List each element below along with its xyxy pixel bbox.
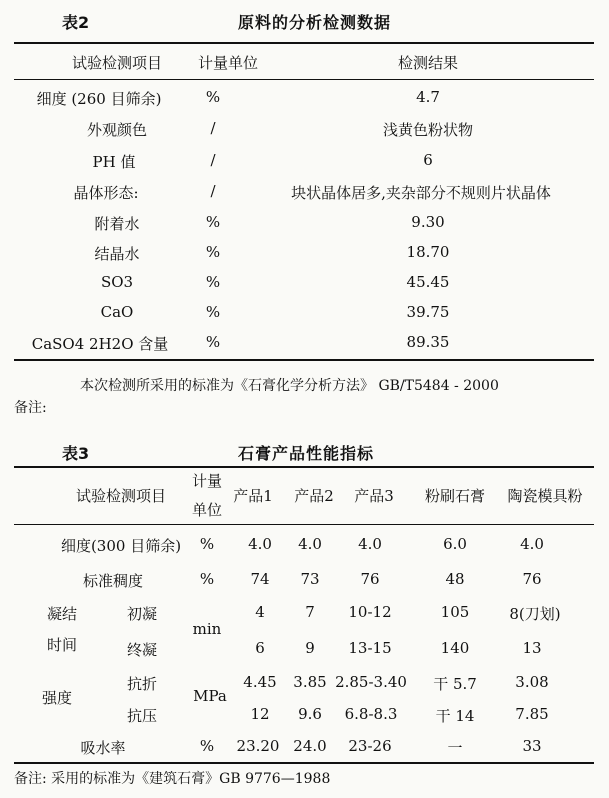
table2-cell-result: 浅黄色粉状物 [382,121,474,139]
table2-cell-item: CaSO4 2H2O 含量 [31,335,169,353]
table3-label: 表3 [62,444,90,463]
table2-cell-item: CaO [100,303,134,321]
table2-bottom-rule [14,359,594,361]
table2-cell-item: 细度 (260 目筛余) [36,90,162,108]
table3-cell-value: 4.0 [520,535,544,553]
table2-cell-item: SO3 [100,273,134,291]
table3-cell-value: 13 [522,639,542,657]
table3-cell-value: 一 [447,739,463,757]
table3-cell-value: 74 [250,570,270,588]
table2-cell-unit: % [205,213,221,231]
table3-header-product: 陶瓷模具粉 [507,487,583,505]
table3-cell-item: 标准稠度 [82,572,144,590]
table2-cell-unit: % [205,243,221,261]
table3-cell-value: 6.0 [443,535,467,553]
table2-cell-unit: % [205,303,221,321]
table3-cell-value: 6.8-8.3 [344,705,398,723]
setting-time-unit: min [192,620,222,638]
table3-cell-sub: 抗折 [126,675,158,693]
table2-label: 表2 [62,13,90,32]
table3-cell-value: 76 [522,570,542,588]
table3-cell-value: 7 [305,603,315,621]
table3-cell-sub: 抗压 [126,707,158,725]
table3-cell-value: 3.08 [515,673,549,691]
setting-time-label-2: 时间 [46,636,78,654]
table3-remark: 备注: 采用的标准为《建筑石膏》GB 9776—1988 [14,771,331,787]
table3-cell-value: 76 [360,570,380,588]
table2-cell-result: 39.75 [406,303,450,321]
table3-bottom-rule [14,762,594,764]
table2-cell-unit: % [205,333,221,351]
table2-cell-item: PH 值 [92,153,136,171]
setting-time-label-1: 凝结 [46,605,78,623]
table2-cell-result: 4.7 [416,88,440,106]
table2-header-item: 试验检测项目 [71,54,163,72]
table3-cell-value: 10-12 [348,603,392,621]
table3-cell-value: 24.0 [293,737,327,755]
table2-cell-result: 9.30 [411,213,445,231]
table3-cell-unit: % [199,535,215,553]
table2-cell-result: 45.45 [406,273,450,291]
table3-cell-unit: % [199,570,215,588]
table3-cell-value: 干 5.7 [433,675,477,693]
table3-cell-value: 23-26 [348,737,392,755]
table2-cell-unit: / [210,182,216,200]
table3-cell-value: 4 [255,603,265,621]
table3-cell-value: 33 [522,737,542,755]
table3-cell-item: 吸水率 [80,739,126,757]
table3-cell-value: 4.0 [298,535,322,553]
table3-cell-value: 4.45 [243,673,277,691]
table3-cell-value: 8(刀划) [509,605,561,623]
table3-cell-value: 2.85-3.40 [335,673,407,691]
table3-title: 石膏产品性能指标 [238,444,375,463]
table2-top-rule [14,42,594,44]
table2-title: 原料的分析检测数据 [238,13,392,32]
table3-cell-value: 7.85 [515,705,549,723]
table3-cell-value: 140 [440,639,470,657]
table3-cell-sub: 终凝 [126,641,158,659]
table2-cell-unit: % [205,88,221,106]
table3-cell-value: 48 [445,570,465,588]
table2-cell-item: 外观颜色 [86,121,148,139]
table3-header-product: 产品1 [233,487,273,505]
table2-cell-unit: / [210,151,216,169]
table3-cell-value: 9 [305,639,315,657]
table3-header-item: 试验检测项目 [75,487,167,505]
table2-cell-item: 晶体形态: [73,184,139,202]
table3-cell-value: 6 [255,639,265,657]
strength-unit: MPa [193,687,227,705]
table3-cell-value: 13-15 [348,639,392,657]
table3-cell-value: 干 14 [435,707,475,725]
table3-header-unit-1: 计量 [191,472,223,490]
table2-header-rule [14,79,594,80]
table3-cell-sub: 初凝 [126,605,158,623]
table3-cell-value: 3.85 [293,673,327,691]
table3-top-rule [14,466,594,468]
table3-cell-value: 4.0 [248,535,272,553]
table2-cell-item: 附着水 [94,215,140,233]
table3-cell-value: 105 [440,603,470,621]
table2-cell-result: 89.35 [406,333,450,351]
table3-header-product: 产品2 [294,487,334,505]
table3-header-product: 产品3 [354,487,394,505]
table3-cell-value: 73 [300,570,320,588]
table2-remark: 备注: [14,400,47,416]
table2-cell-result: 块状晶体居多,夹杂部分不规则片状晶体 [291,184,551,202]
table2-header-unit: 计量单位 [197,54,259,72]
table3-cell-value: 9.6 [298,705,322,723]
strength-label: 强度 [41,689,73,707]
table3-header-unit-2: 单位 [191,501,223,519]
table3-cell-unit: % [199,737,215,755]
table3-cell-value: 12 [250,705,270,723]
table2-cell-result: 18.70 [406,243,450,261]
table2-cell-unit: / [210,119,216,137]
table3-cell-value: 4.0 [358,535,382,553]
table3-cell-item: 细度(300 目筛余) [60,537,182,555]
table2-standard-note: 本次检测所采用的标准为《石膏化学分析方法》 GB/T5484 - 2000 [80,378,499,394]
table3-cell-value: 23.20 [236,737,280,755]
table2-cell-item: 结晶水 [94,245,140,263]
table3-header-product: 粉刷石膏 [424,487,486,505]
table2-header-result: 检测结果 [397,54,459,72]
table2-cell-result: 6 [423,151,433,169]
table3-header-rule [14,524,594,525]
table2-cell-unit: % [205,273,221,291]
